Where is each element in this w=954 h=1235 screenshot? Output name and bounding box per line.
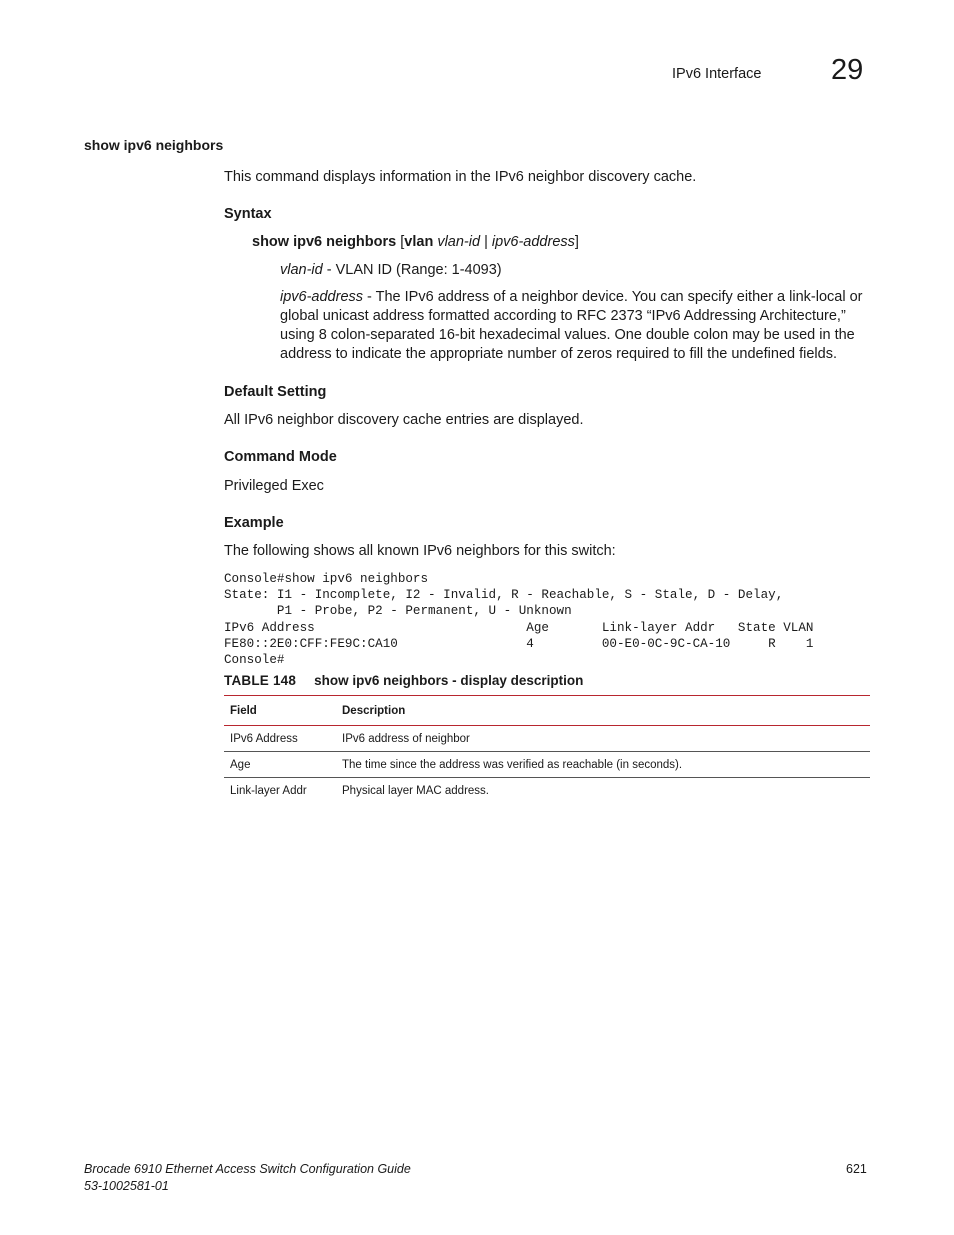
param-name: vlan-id	[280, 262, 323, 278]
table-cell-field: Age	[224, 752, 336, 778]
command-mode-text: Privileged Exec	[224, 478, 324, 494]
footer-guide-title: Brocade 6910 Ethernet Access Switch Configuration Guide	[84, 1162, 411, 1176]
table-cell-field: IPv6 Address	[224, 726, 336, 752]
syntax-vlan-keyword: vlan	[404, 234, 434, 250]
footer-doc-number: 53-1002581-01	[84, 1179, 169, 1193]
param-vlan-id	[280, 261, 870, 280]
param-desc: - VLAN ID (Range: 1-4093)	[322, 262, 502, 278]
syntax-line	[252, 233, 579, 252]
syntax-separator: |	[480, 234, 492, 250]
default-setting-heading: Default Setting	[224, 384, 327, 400]
table-row	[224, 752, 870, 778]
table-header-description: Description	[336, 696, 870, 726]
syntax-open-bracket: [	[396, 234, 405, 250]
table-cell-description: The time since the address was verified as reachable (in seconds).	[336, 752, 870, 778]
table-row	[224, 726, 870, 752]
table-row	[224, 778, 870, 804]
default-setting-text: All IPv6 neighbor discovery cache entries are displayed.	[224, 412, 584, 428]
example-heading: Example	[224, 515, 284, 531]
table-label: TABLE 148	[224, 673, 297, 688]
footer-page-number: 621	[846, 1162, 867, 1176]
example-text: The following shows all known IPv6 neighbors for this switch:	[224, 543, 616, 559]
table-caption	[224, 673, 583, 688]
table-cell-description: IPv6 address of neighbor	[336, 726, 870, 752]
chapter-number: 29	[831, 54, 864, 86]
command-mode-heading: Command Mode	[224, 449, 337, 465]
description-table	[224, 695, 870, 803]
param-desc: - The IPv6 address of a neighbor device. You can specify either a link-local or global unicast address formatted according to RFC 2373 “IPv6 Addressing Architecture,” using 8 colon-separated 16-bit hexadecimal values. One double colon may be used in the address to indicate the appropriate number of zeros required to fill the undefined fields.	[280, 289, 863, 362]
page-title: show ipv6 neighbors	[84, 137, 224, 153]
syntax-vlan-id-param: vlan-id	[437, 234, 481, 250]
syntax-command: show ipv6 neighbors	[252, 234, 397, 250]
header-section-title: IPv6 Interface	[672, 66, 762, 82]
example-code: Console#show ipv6 neighbors State: I1 - Incomplete, I2 - Invalid, R - Reachable, S - Stale, D - Delay, P1 - Probe, P2 - Permanent, U - Unknown IPv6 Address Age Link-layer Addr State VLAN FE80::2E0:CFF:FE9C:CA10 4 00-E0-0C-9C-CA-10 R 1 Console#	[224, 572, 814, 668]
table-cell-field: Link-layer Addr	[230, 784, 307, 797]
table-title: show ipv6 neighbors - display description	[314, 673, 584, 688]
syntax-ipv6-address-param: ipv6-address	[491, 234, 575, 250]
syntax-close-bracket: ]	[574, 234, 579, 250]
table-header-row	[224, 696, 870, 726]
intro-text: This command displays information in the IPv6 neighbor discovery cache.	[224, 169, 697, 185]
table-cell-description: Physical layer MAC address.	[342, 784, 489, 797]
param-name: ipv6-address	[280, 289, 364, 305]
syntax-heading: Syntax	[224, 206, 272, 222]
param-ipv6-address	[280, 288, 872, 364]
table-header-field: Field	[224, 696, 336, 726]
